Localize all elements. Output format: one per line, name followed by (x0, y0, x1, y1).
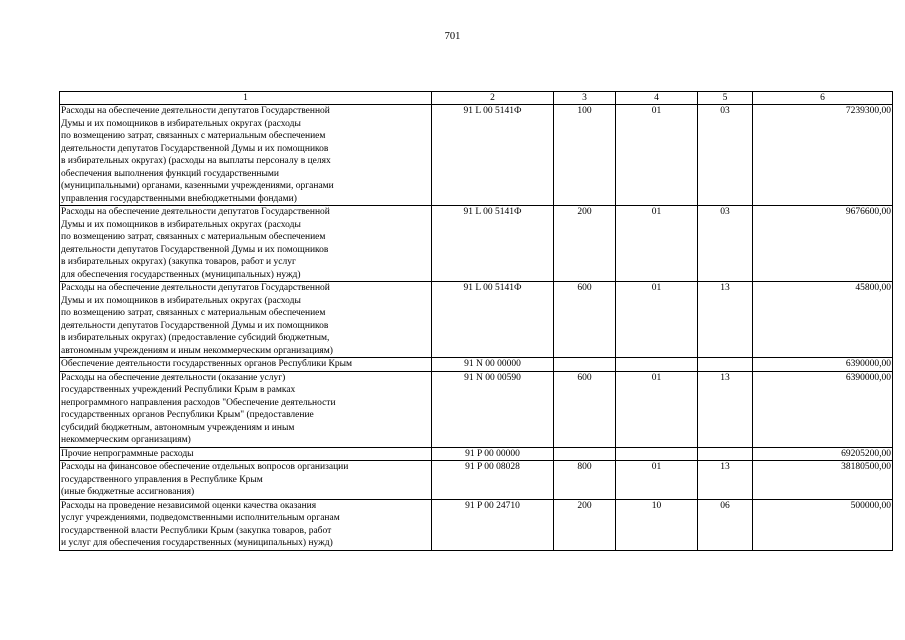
table-row (60, 447, 893, 461)
row-description: Расходы на обеспечение деятельности депутатов Государственной Думы и их помощников в избирательных округах (расходы по возмещению затрат, связанных с материальным обеспечением деятельности депутатов Государственной Думы и их помощников в избирательных округах) (расходы на выплаты персоналу в целях обеспечения выполнения функций государственными (муниципальными) органами, казенными учреждениями, органами управления государственными внебюджетными фондами) (60, 105, 432, 206)
header-col-4: 4 (616, 92, 698, 105)
row-expense-type (554, 358, 616, 372)
row-subsection: 06 (698, 499, 753, 550)
row-subsection: 13 (698, 371, 753, 447)
header-col-6: 6 (753, 92, 893, 105)
row-subsection: 03 (698, 105, 753, 206)
row-section: 01 (616, 461, 698, 500)
row-expense-type: 200 (554, 206, 616, 282)
row-amount: 9676600,00 (753, 206, 893, 282)
row-section: 01 (616, 282, 698, 358)
row-expense-type: 800 (554, 461, 616, 500)
row-description: Расходы на обеспечение деятельности депутатов Государственной Думы и их помощников в избирательных округах (расходы по возмещению затрат, связанных с материальным обеспечением деятельности депутатов Государственной Думы и их помощников в избирательных округах) (предоставление субсидий бюджетным, автономным учреждениям и иным некоммерческим организациям) (60, 282, 432, 358)
row-amount: 6390000,00 (753, 371, 893, 447)
row-description: Расходы на финансовое обеспечение отдельных вопросов организации государственного управления в Республике Крым (иные бюджетные ассигнования) (60, 461, 432, 500)
table-row (60, 282, 893, 358)
row-amount: 38180500,00 (753, 461, 893, 500)
row-code: 91 L 00 5141Ф (432, 206, 554, 282)
row-amount: 6390000,00 (753, 358, 893, 372)
header-col-3: 3 (554, 92, 616, 105)
row-expense-type (554, 447, 616, 461)
row-description: Обеспечение деятельности государственных органов Республики Крым (60, 358, 432, 372)
row-section: 01 (616, 371, 698, 447)
row-subsection: 03 (698, 206, 753, 282)
row-code: 91 P 00 08028 (432, 461, 554, 500)
row-amount: 69205200,00 (753, 447, 893, 461)
row-expense-type: 600 (554, 371, 616, 447)
row-code: 91 P 00 24710 (432, 499, 554, 550)
header-col-2: 2 (432, 92, 554, 105)
table-row (60, 206, 893, 282)
row-amount: 500000,00 (753, 499, 893, 550)
row-code: 91 N 00 00000 (432, 358, 554, 372)
row-subsection: 13 (698, 461, 753, 500)
row-subsection: 13 (698, 282, 753, 358)
header-col-5: 5 (698, 92, 753, 105)
row-expense-type: 200 (554, 499, 616, 550)
table-row (60, 371, 893, 447)
table-row (60, 461, 893, 500)
row-section: 01 (616, 105, 698, 206)
row-code: 91 L 00 5141Ф (432, 105, 554, 206)
row-description: Расходы на обеспечение деятельности депутатов Государственной Думы и их помощников в избирательных округах (расходы по возмещению затрат, связанных с материальным обеспечением деятельности депутатов Государственной Думы и их помощников в избирательных округах) (закупка товаров, работ и услуг для обеспечения государственных (муниципальных) нужд) (60, 206, 432, 282)
row-code: 91 L 00 5141Ф (432, 282, 554, 358)
row-section (616, 447, 698, 461)
row-code: 91 N 00 00590 (432, 371, 554, 447)
row-section: 01 (616, 206, 698, 282)
budget-table (59, 91, 893, 551)
row-description: Расходы на проведение независимой оценки качества оказания услуг учреждениями, подведомственными исполнительным органам государственной власти Республики Крым (закупка товаров, работ и услуг для обеспечения государственных (муниципальных) нужд) (60, 499, 432, 550)
page-number: 701 (444, 31, 461, 42)
row-section (616, 358, 698, 372)
row-expense-type: 100 (554, 105, 616, 206)
row-subsection (698, 447, 753, 461)
row-description: Расходы на обеспечение деятельности (оказание услуг) государственных учреждений Республики Крым в рамках непрограммного направления расходов "Обеспечение деятельности государственных органов Республики Крым" (предоставление субсидий бюджетным, автономным учреждениям и иным некоммерческим организациям) (60, 371, 432, 447)
header-row (60, 92, 893, 105)
row-amount: 7239300,00 (753, 105, 893, 206)
row-subsection (698, 358, 753, 372)
row-expense-type: 600 (554, 282, 616, 358)
header-col-1: 1 (60, 92, 432, 105)
row-section: 10 (616, 499, 698, 550)
table-row (60, 105, 893, 206)
row-code: 91 P 00 00000 (432, 447, 554, 461)
table-row (60, 499, 893, 550)
row-description: Прочие непрограммные расходы (60, 447, 432, 461)
table-row (60, 358, 893, 372)
row-amount: 45800,00 (753, 282, 893, 358)
